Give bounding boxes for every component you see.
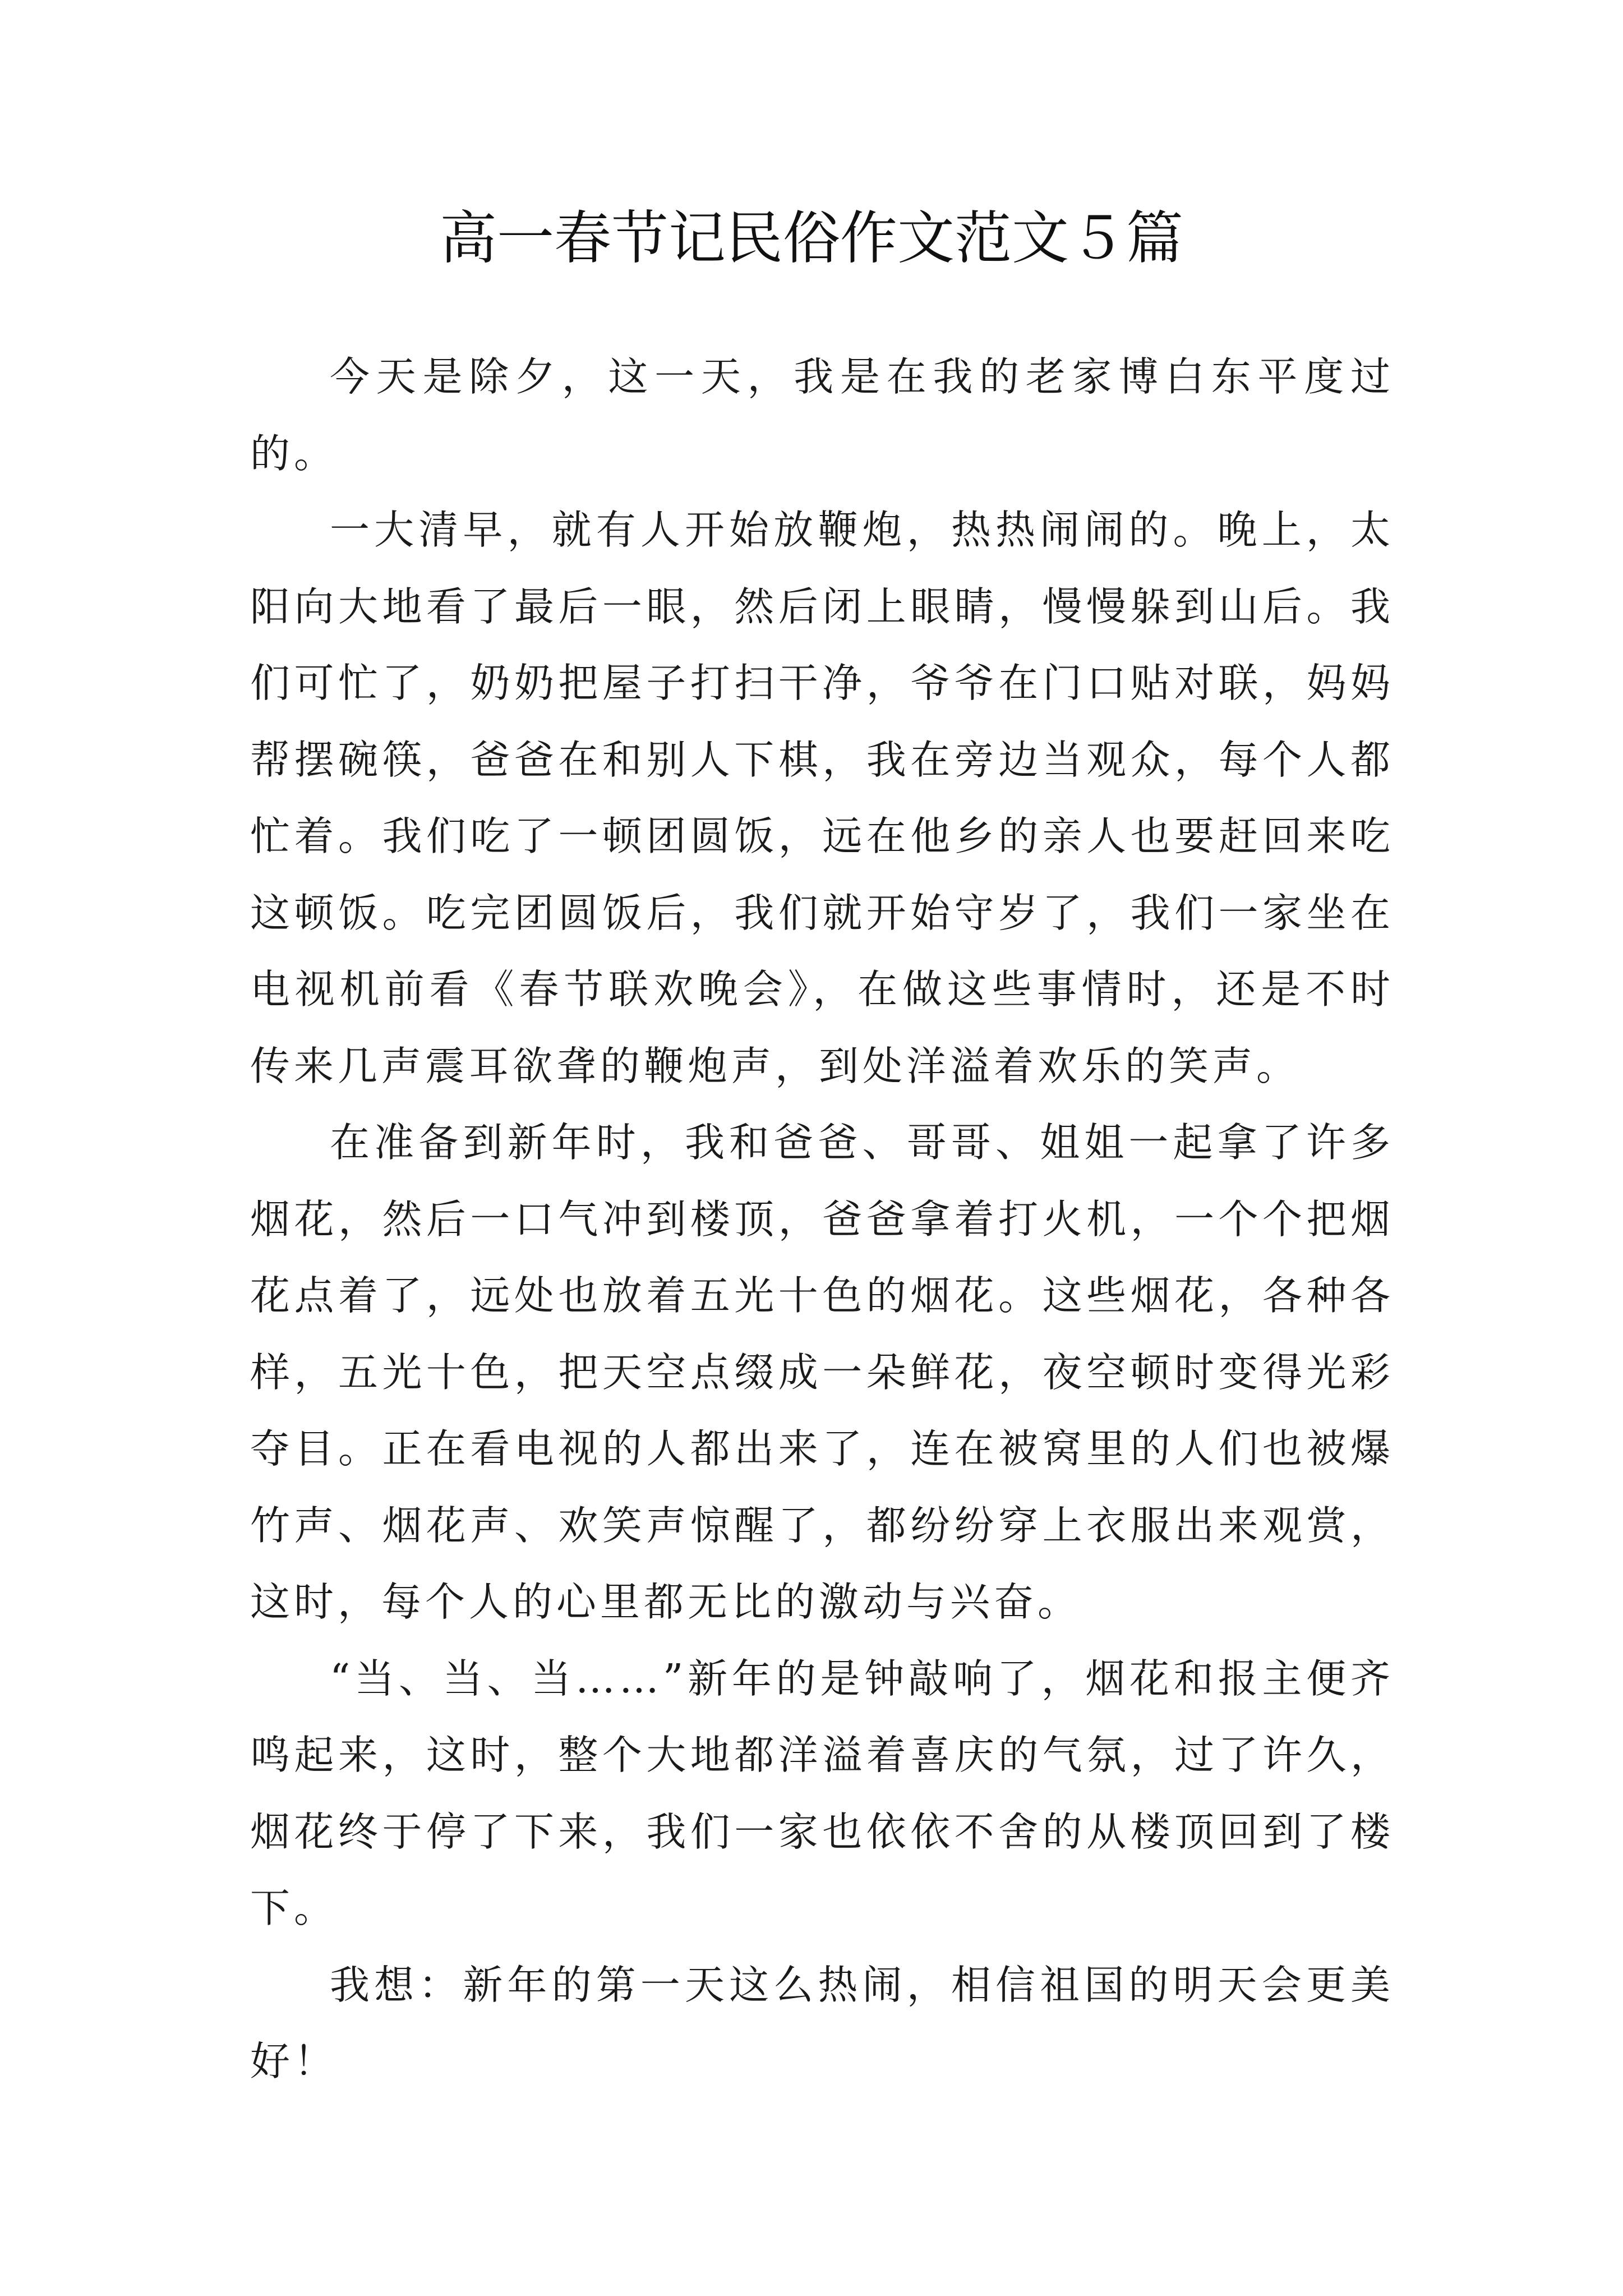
document-title: 高一春节记民俗作文范文５篇 [440,205,1183,272]
document-body [250,339,1394,2100]
paragraph-3: 在准备到新年时，我和爸爸、哥哥、姐姐一起拿了许多烟花，然后一口气冲到楼顶，爸爸拿着打火机，一个个把烟花点着了，远处也放着五光十色的烟花。这些烟花，各种各样，五光十色，把天空点缀成一朵鲜花，夜空顿时变得光彩夺目。正在看电视的人都出来了，连在被窝里的人们也被爆竹声、烟花声、欢笑声惊醒了，都纷纷穿上衣服出来观赏，这时，每个人的心里都无比的激动与兴奋。 [250,1119,1394,1625]
paragraph-1: 今天是除夕，这一天，我是在我的老家博白东平度过的。 [250,353,1394,477]
paragraph-5: 我想：新年的第一天这么热闹，相信祖国的明天会更美好！ [250,1961,1394,2085]
paragraph-2: 一大清早，就有人开始放鞭炮，热热闹闹的。晚上，太阳向大地看了最后一眼，然后闭上眼睛，慢慢躲到山后。我们可忙了，奶奶把屋子打扫干净，爷爷在门口贴对联，妈妈帮摆碗筷，爸爸在和别人下棋，我在旁边当观众，每个人都忙着。我们吃了一顿团圆饭，远在他乡的亲人也要赶回来吃这顿饭。吃完团圆饭后，我们就开始守岁了，我们一家坐在电视机前看《春节联欢晚会》，在做这些事情时，还是不时传来几声震耳欲聋的鞭炮声，到处洋溢着欢乐的笑声。 [250,507,1394,1089]
paragraph-4: “当、当、当……”新年的是钟敲响了，烟花和报主便齐鸣起来，这时，整个大地都洋溢着喜庆的气氛，过了许久，烟花终于停了下来，我们一家也依依不舍的从楼顶回到了楼下。 [250,1655,1394,1931]
